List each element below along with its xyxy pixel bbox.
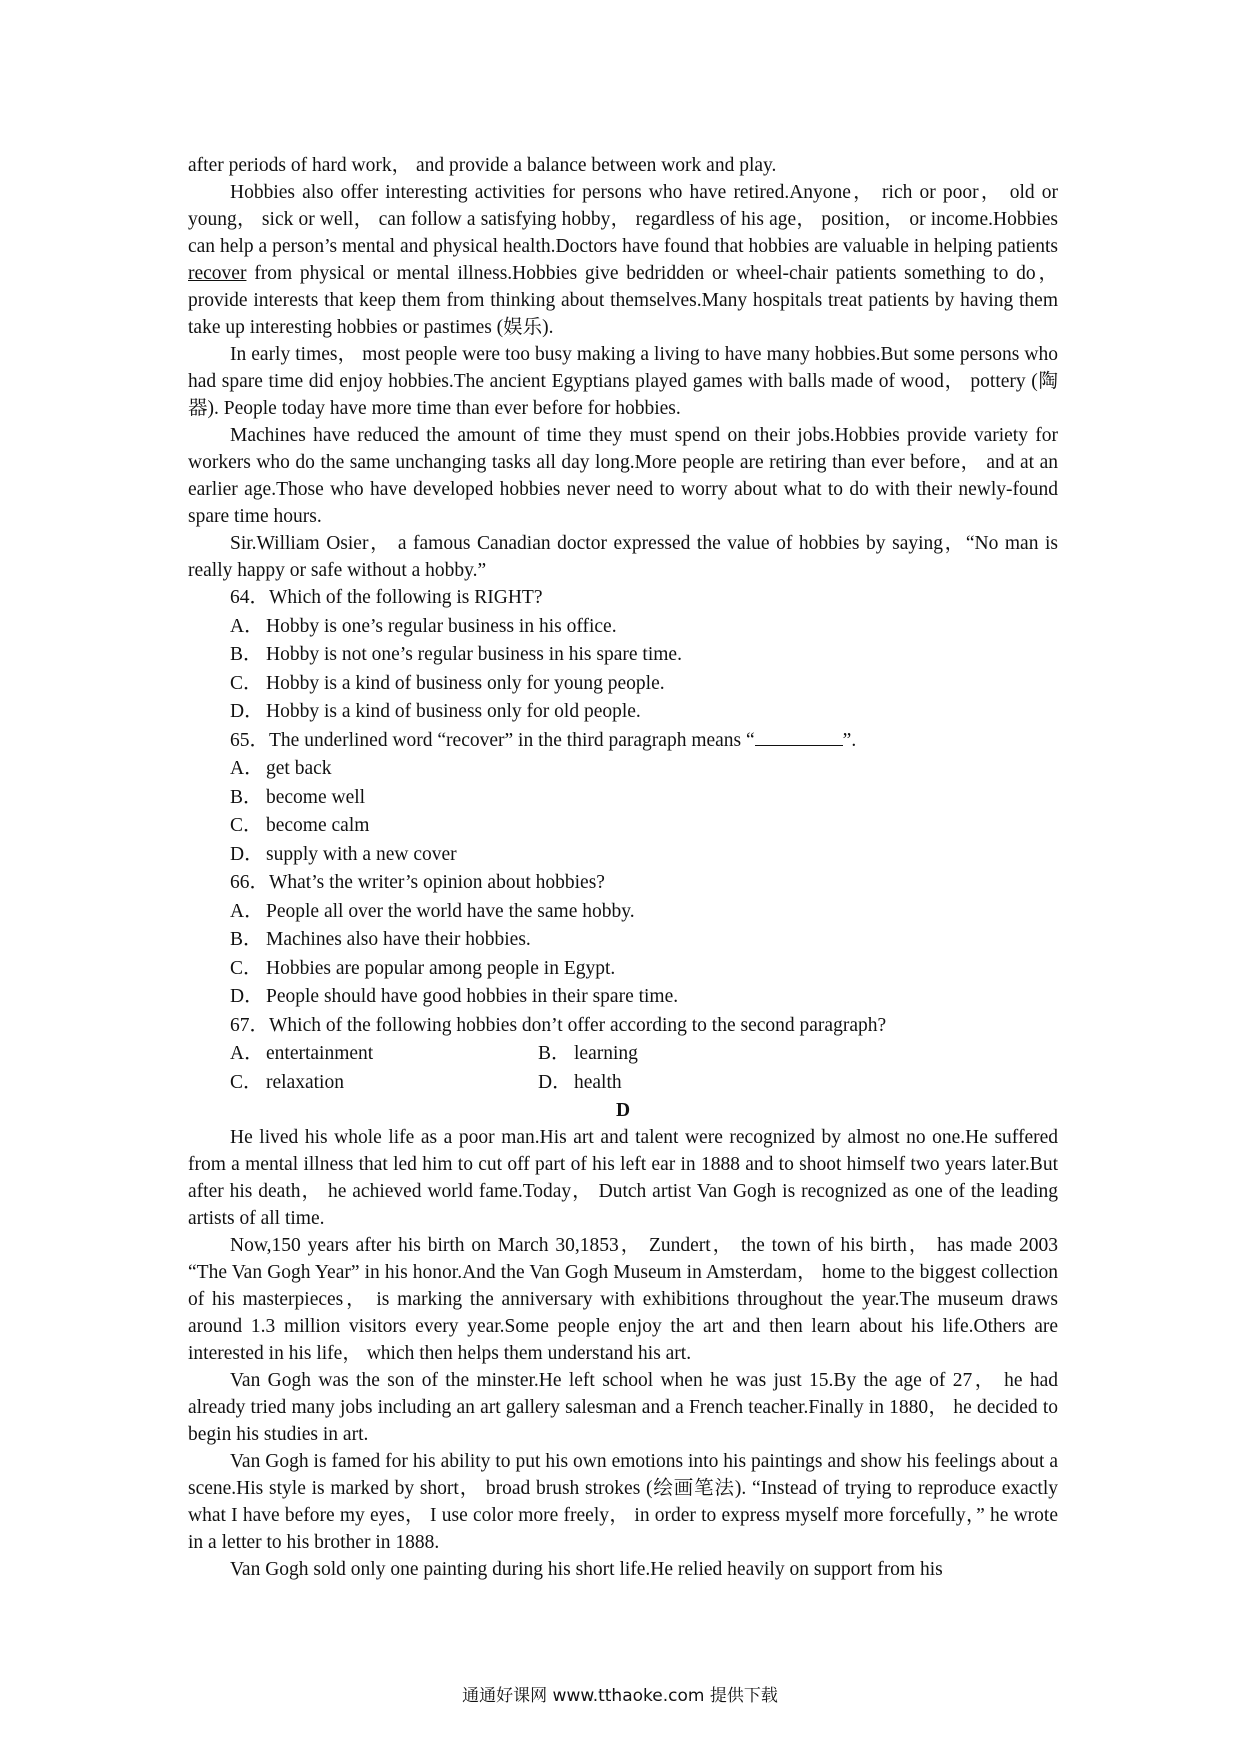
option-text: learning [574, 1043, 638, 1064]
paragraph-text: Hobbies also offer interesting activities for persons who have retired.Anyone， rich or poor， old or young， sick or well， can follow a satisfying hobby， regardless of his age， position， or income.Hobbies can help a person’s mental and physical health.Doctors have found that hobbies are valuable in helping patients [188, 182, 1058, 257]
paragraph: In early times， most people were too busy making a living to have many hobbies.But some persons who had spare time did enjoy hobbies.The ancient Egyptians played games with balls made of wood， pottery (陶器). People today have more time than ever before for hobbies. [188, 344, 1058, 419]
option-letter: A． [230, 615, 264, 637]
question-65-stem [230, 727, 1058, 756]
question-66-option-a[interactable] [230, 898, 1058, 927]
option-text: health [574, 1071, 622, 1093]
option-letter: D． [230, 986, 264, 1007]
paragraph [188, 179, 1058, 341]
question-67-option-a[interactable] [230, 1040, 538, 1069]
page-footer: 通通好课网 www.tthaoke.com 提供下载 [462, 1686, 778, 1706]
paragraph: He lived his whole life as a poor man.His art and talent were recognized by almost no one.He suffered from a mental illness that led him to cut off part of his left ear in 1888 and to shoot himself two years later.But after his death， he achieved world fame.Today， Dutch artist Van Gogh is recognized as one of the leading artists of all time. [188, 1127, 1058, 1229]
question-67-option-d[interactable] [538, 1069, 846, 1098]
option-letter: D． [230, 701, 264, 722]
option-text: become calm [266, 815, 370, 836]
option-text: Hobby is a kind of business only for young people. [266, 672, 665, 694]
paragraph: Van Gogh is famed for his ability to put his own emotions into his paintings and show his feelings about a scene.His style is marked by short， broad brush strokes (绘画笔法). “Instead of trying to reproduce exactly what I have before my eyes， I use color more freely， in order to express myself more forcefully，” he wrote in a letter to his brother in 1888. [188, 1451, 1058, 1553]
option-text: Hobby is a kind of business only for old people. [266, 701, 641, 722]
question-64-stem: 64．Which of the following is RIGHT? [230, 587, 543, 608]
question-66-option-b[interactable] [230, 926, 1058, 955]
option-text: Machines also have their hobbies. [266, 929, 531, 950]
option-letter: D． [538, 1071, 572, 1093]
question-64-option-c[interactable] [230, 670, 1058, 699]
option-letter: B． [230, 786, 263, 808]
paragraph: Machines have reduced the amount of time they must spend on their jobs.Hobbies provide variety for workers who do the same unchanging tasks all day long.More people are retiring than ever before， and at an earlier age.Those who have developed hobbies never need to worry about what to do with their newly-found spare time hours. [188, 425, 1058, 527]
question-64-option-a[interactable] [230, 613, 1058, 642]
question-65-option-d[interactable] [230, 841, 1058, 870]
paragraph: Van Gogh sold only one painting during his short life.He relied heavily on support from his [230, 1559, 943, 1580]
paragraph: Sir.William Osier， a famous Canadian doctor expressed the value of hobbies by saying，“No man is really happy or safe without a hobby.” [188, 533, 1058, 581]
question-64-option-b[interactable] [230, 641, 1058, 670]
paragraph: Van Gogh was the son of the minster.He left school when he was just 15.By the age of 27， he had already tried many jobs including an art gallery salesman and a French teacher.Finally in 1880， he decided to begin his studies in art. [188, 1370, 1058, 1445]
question-65-option-b[interactable] [230, 784, 1058, 813]
page-content [188, 152, 1058, 1583]
question-64-option-d[interactable] [230, 698, 1058, 727]
option-letter: B． [230, 929, 263, 950]
option-text: entertainment [266, 1043, 374, 1064]
option-letter: B． [230, 644, 263, 665]
option-letter: A． [230, 1043, 264, 1064]
question-66-stem: 66．What’s the writer’s opinion about hobbies? [230, 872, 605, 893]
question-65-option-c[interactable] [230, 812, 1058, 841]
option-text: People should have good hobbies in their spare time. [266, 986, 679, 1007]
options-row [230, 1069, 1058, 1098]
paragraph-text: from physical or mental illness.Hobbies give bedridden or wheel-chair patients something to do， provide interests that keep them from thinking about themselves.Many hospitals treat patients by having them take up interesting hobbies or pastimes (娱乐). [188, 263, 1058, 338]
paragraph: after periods of hard work， and provide a balance between work and play. [188, 155, 777, 176]
option-letter: A． [230, 900, 264, 922]
option-letter: D． [230, 843, 264, 865]
option-letter: C． [230, 957, 263, 979]
paragraph: Now,150 years after his birth on March 30,1853， Zundert， the town of his birth， has made 2003 “The Van Gogh Year” in his honor.And the Van Gogh Museum in Amsterdam， home to the biggest collection of his masterpieces， is marking the anniversary with exhibitions throughout the year.The museum draws around 1.3 million visitors every year.Some people enjoy the art and then learn about his life.Others are interested in his life， which then helps them understand his art. [188, 1235, 1058, 1364]
section-heading: D [615, 1100, 631, 1121]
answer-blank[interactable] [755, 727, 843, 746]
option-letter: B． [538, 1043, 571, 1064]
option-text: People all over the world have the same hobby. [266, 900, 635, 922]
option-text: Hobby is one’s regular business in his office. [266, 615, 617, 637]
underlined-word: recover [188, 263, 247, 284]
option-text: relaxation [266, 1071, 344, 1093]
option-text: supply with a new cover [266, 843, 457, 865]
question-stem-text: 65．The underlined word “recover” in the third paragraph means “ [230, 729, 755, 751]
option-letter: C． [230, 672, 263, 694]
option-letter: C． [230, 815, 263, 836]
question-stem-text: ”. [842, 729, 857, 751]
option-letter: C． [230, 1071, 263, 1093]
question-67-option-b[interactable] [538, 1040, 846, 1069]
question-67-stem: 67．Which of the following hobbies don’t offer according to the second paragraph? [230, 1014, 887, 1036]
question-66-option-d[interactable] [230, 983, 1058, 1012]
options-row [230, 1040, 1058, 1069]
option-text: Hobbies are popular among people in Egypt. [266, 957, 616, 979]
question-65-option-a[interactable] [230, 755, 1058, 784]
option-text: get back [266, 758, 332, 779]
option-text: become well [266, 786, 366, 808]
question-66-option-c[interactable] [230, 955, 1058, 984]
option-text: Hobby is not one’s regular business in his spare time. [266, 644, 682, 665]
option-letter: A． [230, 758, 264, 779]
question-67-option-c[interactable] [230, 1069, 538, 1098]
